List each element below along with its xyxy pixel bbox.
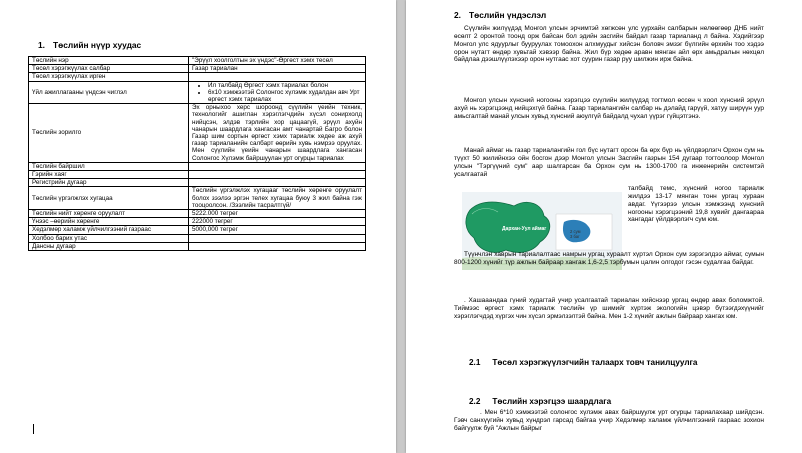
row-label: Төслийн байршил: [29, 162, 189, 170]
table-row: [29, 57, 366, 65]
paragraph: . Хашааандаа гүний худагтай учир усалгаатай тариалан хийснээр ургац өндөр авах боломжтой. Тиймээс өргөст хэмх тариалж төслийн үр шимийг хүртэж экологийн цэвэр бүтээгдэхүүнийг хэрэглэгчдэд хүргэх чин хүсэл эрмэлзэлтэй байна. Мен 1-2 хүнийг ажлын байраар хангах юм.: [454, 297, 764, 320]
heading-number: 1.: [38, 40, 45, 50]
map-text: 3 баг: [570, 233, 580, 239]
row-value-list: [189, 81, 366, 104]
document-page-left: [0, 0, 396, 453]
row-label: Үнээс –өерийн хөренге: [29, 218, 189, 226]
heading-number: 2.: [454, 10, 461, 20]
row-value: Төслийн үргэлжлэх хугацааг төслийн хөренге оруулалт болох зээлээ эргэн телех хугацаа буюу 3 жил байна гэж тооцоолсон. /Зээлийн тасралтгүй/: [189, 187, 366, 210]
table-row: [29, 81, 366, 104]
row-label: Төслийн нийт хөренге оруулалт: [29, 210, 189, 218]
project-cover-table: [28, 56, 366, 251]
paragraph: Сүүлийн жилүүдэд Монгол улсын эрчимтэй хөгжсөн улс уурхайн салбарын нелөөгөөр ДНБ нийт өсөлт 2 оронтой тоонд орж байсан бол эдийн засгийн байдал газар тариаланд л байна. Хэдийгээр Монгол улс ядуурлыг бууруулах томоохон алхмуудыг хийсэн боловч эмзэг бүлгийн өрхийн тоо хэдээ орон нутагт өндөр хувьтай хэвээр байна. Жил бүр хедөө аравн мянган айл өрх амьдралын нөхцөл байдлаа дээшлүүлэхээр орон нутгаас хот суурин газар руу шилжин ирж байна.: [454, 25, 764, 64]
row-value: 5222.000 тегрег: [189, 210, 366, 218]
paragraph: . Мен 6*10 хэмжээтэй солонгос хүлэмж авах байршуулж урт огурцы тариалахаар шийдсэн. Гэвч санхүүгийн хувьд хүндрэл гарсад байгаа учир Хедэлмөр халамж үйлчилгээний газраас зохион байгуулж буй "Ажлын байрыг: [454, 409, 764, 432]
map-text: 2 сум: [570, 229, 581, 234]
table-row: [29, 242, 366, 250]
row-label: Үйл ажиллагааны үндсэн чиглэл: [29, 81, 189, 104]
row-value: [189, 73, 366, 81]
subsection-heading-2-1: [469, 358, 698, 367]
table-row: [29, 104, 366, 163]
table-row: [29, 171, 366, 179]
row-label: Төслийн үргэлжлэх хугацаа: [29, 187, 189, 210]
row-value: Газар тариалан: [189, 65, 366, 73]
row-value: 222000 тегрег: [189, 218, 366, 226]
table-row: [29, 218, 366, 226]
table-row: [29, 73, 366, 81]
row-value: [189, 179, 366, 187]
table-row: [29, 162, 366, 170]
map-caption: [570, 230, 581, 239]
table-row: [29, 234, 366, 242]
row-label: Төсөл хэрэгжүүлах ирген: [29, 73, 189, 81]
bullet-list: [192, 82, 362, 104]
row-label: Дансны дугаар: [29, 242, 189, 250]
row-label: Хедэлмөр халамж үйлчилгээний газраас: [29, 226, 189, 234]
subsection-heading-2-2: [469, 397, 611, 406]
document-page-right: [406, 0, 802, 453]
paragraph: Манай аймаг нь газар тариалангийн гол бүс нутагт орсон ба өрх бүр нь үйлдвэрлэгч Орхон сум нь түүхт 50 жилийнхээ ойн босгон дээр Монгол улсын Засгийн газрын 154 дугаар тогтоолоор Монгол улсын "Тэргүүний сум" аар шалгарсан ба Орхон сум нь 1300-1700 га инженерийн системтэй усалгаатай: [454, 147, 764, 178]
row-value: [189, 242, 366, 250]
paragraph: талбайд темс, хүнсний ногоо тариалж жилдээ 13-17 мянган тонн ургац хураан авдаг. Үүгээрээ улсын хэмжээнд хүнсний ногооны хэрэгцээний 19,8 хувийг дангаараа хангадаг үйлдвэрлэгч сум юм.: [628, 185, 764, 224]
heading-text: Төслийн үндэслэл: [469, 10, 547, 20]
row-label: Регистрийн дугаар: [29, 179, 189, 187]
table-row: [29, 187, 366, 210]
paragraph: Түүнчлэн хаврын тариалалтаас намрын ургац хураалт хүртэл Орхон сум зэрэгэлдээ аймаг, сумын 800-1200 хүнийг түр ажлын байраар хангаж 1,6-2,5 тэрбумын цалин олгодог гэсэн судалгаа байдаг.: [454, 251, 764, 266]
row-value: [189, 162, 366, 170]
list-item: • Ил талбайд Өргөст хэмх тариалах болон: [208, 82, 362, 89]
heading-text: Төслийн нүүр хуудас: [53, 40, 142, 50]
paragraph: Монгол улсын хүнсний ногооны хэрэгцээ сүүлийн жилүүдэд тогтмол өссөн ч хоол хүнсний эрүүл ахуй нь хэрэгцээнд нийцэхгүй байна. Газар тариалангийн салбар нь дэлайд гарүүй, хатуу ширүүн уур амьсгалтай манай улсын хувьд хүнсний аюулгүй байдалд чухал үүрэг гүйцэтгэнэ.: [454, 97, 764, 120]
row-label: Төслийн нэр: [29, 57, 189, 65]
section-heading-1: [38, 40, 141, 50]
row-value: "Эрүүл хоолголтын эх үндэс"-Өргөст хэмх тесөл: [189, 57, 366, 65]
table-row: [29, 210, 366, 218]
heading-number: 2.2: [469, 397, 481, 406]
list-item: • 6х10 хэмжээтэй Солонгос хүлэмж худалдан авч Урт өргөст хэмх тариалах: [208, 89, 362, 103]
row-value: Эх орныхоо херс шороонд сүүлийн үеийн техник, технологийг ашиглан хэрэглэгчдийн хүсэл сонирхолд нийцсэн, элдэв тэрлийн хор цацаагүй, эрүүл ахуйн чанарын шаардлага хангасан амт чанартай Багро болон Газар шим сортын өргөст хэмх тариалж хедее аж ахуй газар тариаланийн салбарт өөрийн хувь нэмрээ оруулах. Мен сүүлийн үеийн чанарын шаардлага хангасан Солонгос Хүлэмж байршуулан урт огурцы тариалах: [189, 104, 366, 163]
table-row: [29, 179, 366, 187]
row-label: Гэрийн хаяг: [29, 171, 189, 179]
row-value: [189, 234, 366, 242]
map-label: Дархан-Уул аймаг: [502, 226, 547, 232]
heading-text: Төслийн хэрэгцээ шаардлага: [492, 397, 612, 406]
heading-number: 2.1: [469, 358, 481, 367]
row-label: Төсөл хэрэгжүүлах салбар: [29, 65, 189, 73]
text-cursor[interactable]: [33, 424, 34, 434]
section-heading-2: [454, 10, 546, 20]
row-value: 5000,000 тегрег: [189, 226, 366, 234]
heading-text: Төсөл хэрэгжүүлэгчийн талаарх товч танилцуулга: [492, 358, 698, 367]
row-value: [189, 171, 366, 179]
row-label: Холбоо барих утас: [29, 234, 189, 242]
table-row: [29, 226, 366, 234]
table-row: [29, 65, 366, 73]
row-label: Төслийн зорилго: [29, 104, 189, 163]
